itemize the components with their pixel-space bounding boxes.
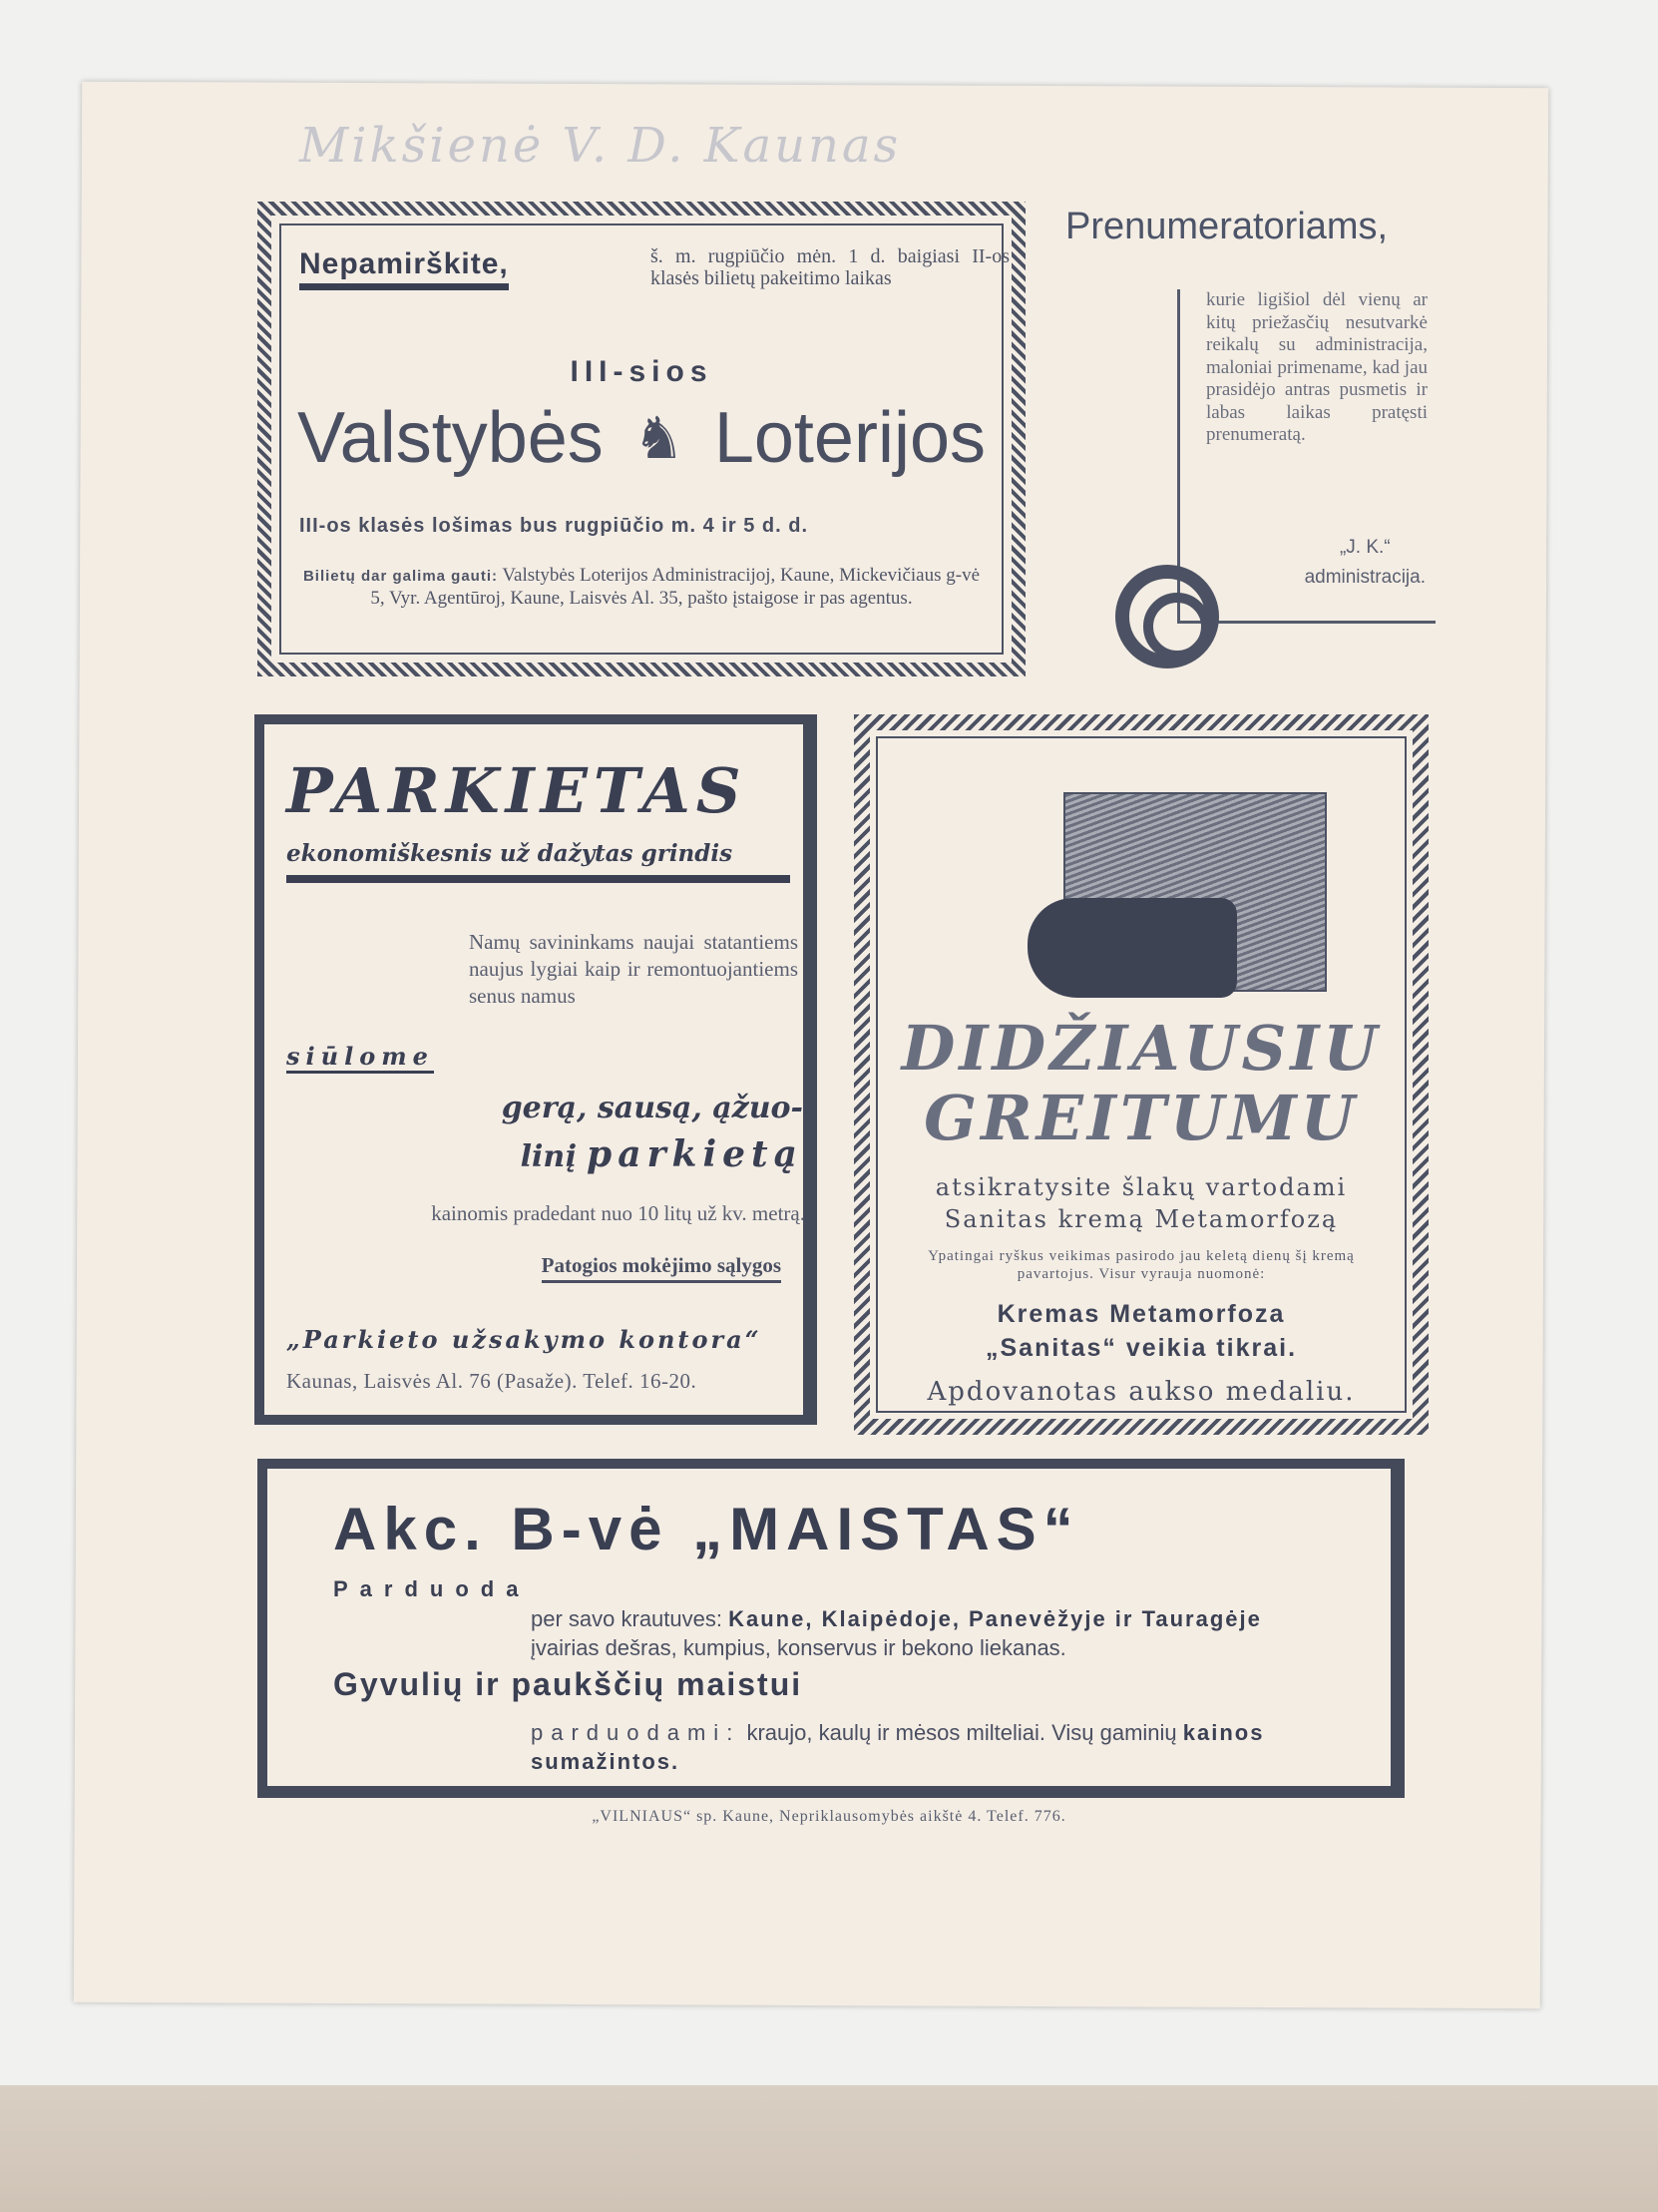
locomotive-icon bbox=[1028, 898, 1237, 998]
parquet-prices: kainomis pradedant nuo 10 litų už kv. metrą. bbox=[431, 1201, 805, 1225]
maistas-sells: Parduoda bbox=[333, 1576, 531, 1601]
cream-title-line1: DIDŽIAUSIU bbox=[901, 1012, 1382, 1085]
cream-claim-line1: Kremas Metamorfoza bbox=[997, 1300, 1286, 1328]
lottery-ticket-lead: Bilietų dar galima gauti: bbox=[302, 568, 498, 585]
parquet-goods-line2a: linį bbox=[520, 1139, 577, 1174]
parquet-advertisement bbox=[254, 714, 817, 1425]
table-surface bbox=[0, 2085, 1658, 2212]
parquet-terms: Patogios mokėjimo sąlygos bbox=[542, 1253, 781, 1283]
lottery-inner-frame bbox=[279, 223, 1010, 655]
subscribers-text: kurie ligišiol dėl vienų ar kitų priežasčių nesutvarkė reikalų su administracija, maloniai primename, kad jau prasidėjo antras pusmetis ir labas laikas pratęsti prenumeratą. bbox=[1206, 289, 1428, 445]
maistas-feed-title: Gyvulių ir paukščių maistui bbox=[333, 1666, 803, 1702]
lottery-subtitle: III-sios bbox=[570, 355, 713, 388]
horse-rider-emblem-icon: ♞ bbox=[632, 406, 685, 471]
parquet-subtitle: ekonomiškesnis už dažytas grindis bbox=[286, 840, 790, 883]
maistas-stores bbox=[531, 1604, 1329, 1662]
cream-title-line2: GREITUMU bbox=[924, 1082, 1359, 1154]
subscribers-signature bbox=[1305, 533, 1426, 593]
lottery-draw-date: III-os klasės lošimas bus rugpiūčio m. 4 ir 5 d. d. bbox=[299, 515, 809, 537]
cream-text bbox=[878, 1171, 1405, 1235]
ring-ornament-icon bbox=[1115, 565, 1219, 668]
cream-advertisement bbox=[854, 714, 1429, 1435]
parquet-goods-line1: gerą, sausą, ąžuo- bbox=[501, 1091, 803, 1125]
lottery-ticket-text: Valstybės Loterijos Administracijoj, Kaune, Mickevičiaus g-vė 5, Vyr. Agentūroj, Kaune, Laisvės Al. 35, pašto įstaigose ir pas agentus. bbox=[370, 565, 981, 609]
maistas-feed-bold: kainos sumažintos. bbox=[531, 1720, 1265, 1774]
parquet-goods-line2 bbox=[474, 1131, 803, 1180]
lottery-title-left: Valstybės bbox=[297, 398, 604, 478]
subscribers-title: Prenumeratoriams, bbox=[1065, 206, 1389, 247]
cream-claim bbox=[878, 1297, 1405, 1365]
cream-medal: Apdovanotas aukso medaliu. bbox=[927, 1377, 1356, 1407]
maistas-feed-pre: parduodami: bbox=[531, 1720, 741, 1745]
lottery-headline: Nepamirškite, bbox=[299, 247, 509, 290]
maistas-stores-post: įvairias dešras, kumpius, konservus ir bekono liekanas. bbox=[531, 1635, 1066, 1660]
parquet-goods-line2b: parkietą bbox=[587, 1133, 803, 1175]
cream-claim-line2: „Sanitas“ veikia tikrai. bbox=[985, 1334, 1298, 1362]
parquet-address: Kaunas, Laisvės Al. 76 (Pasaže). Telef. 16-20. bbox=[286, 1369, 697, 1393]
maistas-feed-text bbox=[531, 1718, 1329, 1776]
handwritten-note: Mikšienė V. D. Kaunas bbox=[299, 118, 902, 174]
maistas-advertisement bbox=[257, 1459, 1405, 1798]
lottery-note: š. m. rugpiūčio mėn. 1 d. baigiasi II-os klasės bilietų pakeitimo laikas bbox=[650, 245, 1010, 289]
cream-inner-frame bbox=[876, 736, 1407, 1413]
subscribers-sign-role: administracija. bbox=[1304, 567, 1426, 588]
maistas-stores-pre: per savo krautuves: bbox=[531, 1606, 722, 1631]
cream-text-line1: atsikratysite šlakų vartodami bbox=[935, 1173, 1348, 1201]
parquet-intro: Namų savininkams naujai statantiems naujus lygiai kaip ir remontuojantiems senus namus bbox=[469, 930, 798, 1008]
cream-small-print: Ypatingai ryškus veikimas pasirodo jau keletą dienų šį kremą pavartojus. Visur vyrauja nuomonė: bbox=[928, 1248, 1355, 1282]
lottery-ticket-info bbox=[299, 565, 984, 610]
maistas-feed-body: kraujo, kaulų ir mėsos milteliai. Visų gaminių bbox=[746, 1720, 1177, 1745]
lottery-title-right: Loterijos bbox=[713, 398, 986, 478]
parquet-offer: siūlome bbox=[286, 1042, 434, 1074]
subscribers-notice bbox=[1177, 289, 1436, 624]
lottery-title bbox=[297, 397, 986, 479]
maistas-stores-cities: Kaune, Klaipėdoje, Panevėžyje ir Tauragėje bbox=[728, 1606, 1262, 1631]
parquet-goods bbox=[474, 1086, 803, 1180]
parquet-office: „Parkieto užsakymo kontora“ bbox=[286, 1325, 762, 1354]
cream-title bbox=[878, 1014, 1405, 1153]
maistas-title: Akc. B-vė „MAISTAS“ bbox=[333, 1496, 1080, 1562]
subscribers-sign-name: „J. K.“ bbox=[1339, 537, 1391, 558]
lottery-advertisement bbox=[257, 202, 1026, 676]
printer-imprint: „VILNIAUS“ sp. Kaune, Nepriklausomybės aikštė 4. Telef. 776. bbox=[592, 1808, 1066, 1825]
parquet-title: PARKIETAS bbox=[286, 754, 747, 827]
cream-text-line2: Sanitas kremą Metamorfozą bbox=[944, 1205, 1339, 1233]
